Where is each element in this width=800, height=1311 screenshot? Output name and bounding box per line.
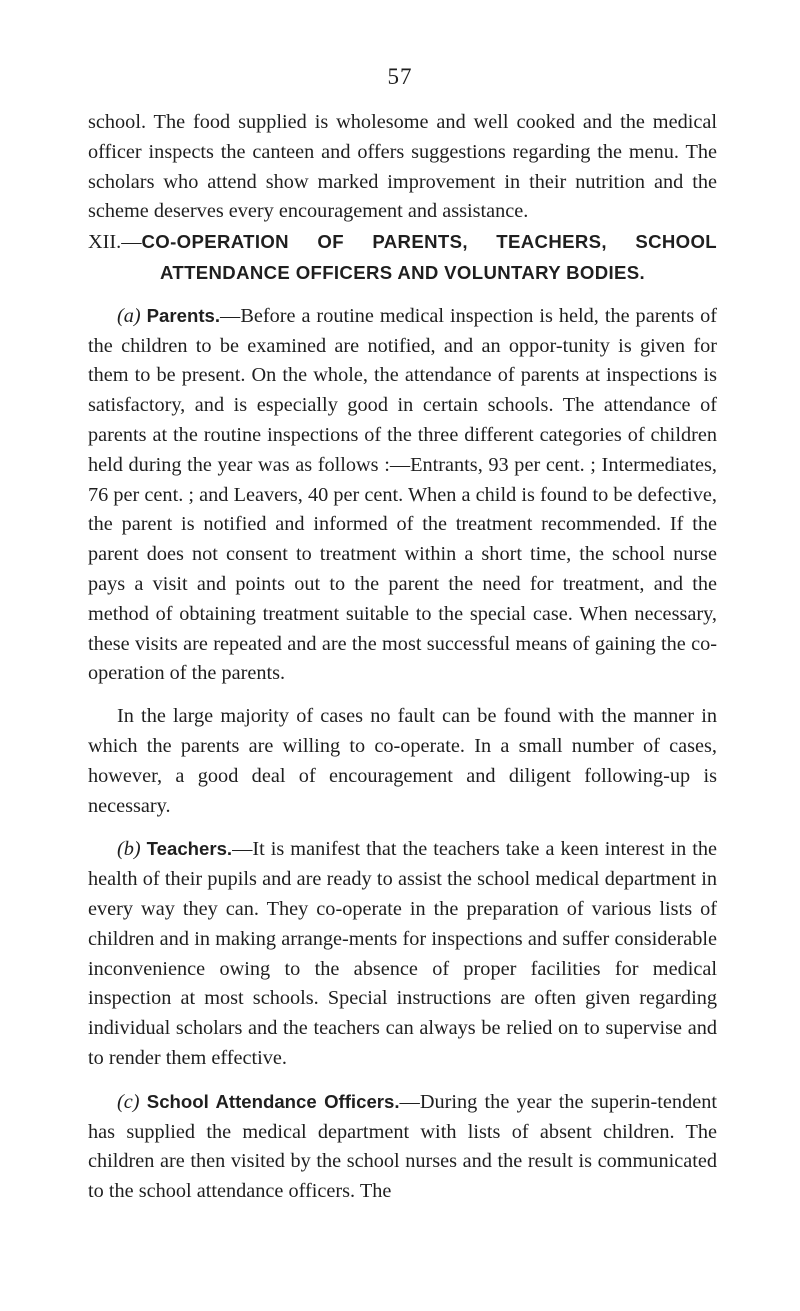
body-text: [88, 108, 717, 1207]
section-dash: —: [121, 231, 142, 254]
section-number: XII.: [88, 231, 122, 254]
page-number: 57: [387, 64, 413, 89]
intro-paragraph: school. The food supplied is wholesome and well cooked and the medical officer inspects the canteen and offers suggestions regarding the menu. The scholars who attend show marked improvement in their nutrition and the scheme deserves every encouragement and assistance.: [88, 111, 717, 223]
attendance-officers-title: School Attendance Officers.: [146, 1090, 400, 1112]
parents-continuation-paragraph: In the large majority of cases no fault can be found with the manner in which the parents are willing to co-operate. In a small number of cases, however, a good deal of encouragement and diligent following-up is necessary.: [88, 705, 717, 817]
section-heading: [88, 227, 717, 288]
attendance-officers-text: —During the year the superin-tendent has supplied the medical department with lists of absent children. The children are then visited by the school nurses and the result is communicated to the school attendance officers. The: [88, 1090, 717, 1203]
parents-paragraph: [88, 301, 717, 689]
section-heading-line-1: [88, 227, 717, 258]
parents-label: (a): [117, 304, 141, 327]
parents-text: —Before a routine medical inspection is held, the parents of the children to be examined are notified, and an oppor-tunity is given for them to be present. On the whole, the attendance of parents at inspections is satisfactory, and is especially good in certain schools. The attendance of parents at the routine inspections of the three different categories of children held during the year was as follows :—Entrants, 93 per cent. ; Intermediates, 76 per cent. ; and Leavers, 40 per cent. When a child is found to be defective, the parent is notified and informed of the treatment recommended. If the parent does not consent to treatment within a short time, the school nurse pays a visit and points out to the parent the need for treatment, and the method of obtaining treatment suitable to the special case. When necessary, these visits are repeated and are the most successful means of gaining the co-operation of the parents.: [88, 304, 717, 685]
attendance-officers-paragraph: [88, 1087, 717, 1207]
teachers-title: Teachers.: [146, 838, 233, 860]
attendance-officers-label: (c): [117, 1090, 140, 1113]
section-title-line-1: CO-OPERATION OF PARENTS, TEACHERS, SCHOOL: [141, 231, 717, 253]
parents-title: Parents.: [146, 304, 221, 326]
teachers-paragraph: [88, 834, 717, 1073]
section-title-line-2: ATTENDANCE OFFICERS AND VOLUNTARY BODIES.: [159, 261, 646, 283]
teachers-label: (b): [117, 838, 141, 861]
teachers-text: —It is manifest that the teachers take a keen interest in the health of their pupils and are ready to assist the school medical department in every way they can. They co-operate in the preparation of various lists of children and in making arrange-ments for inspections and suffer considerable inconvenience owing to the absence of proper facilities for medical inspection at most schools. Special instructions are often given regarding individual scholars and the teachers can always be relied on to supervise and to render them effective.: [88, 838, 717, 1069]
